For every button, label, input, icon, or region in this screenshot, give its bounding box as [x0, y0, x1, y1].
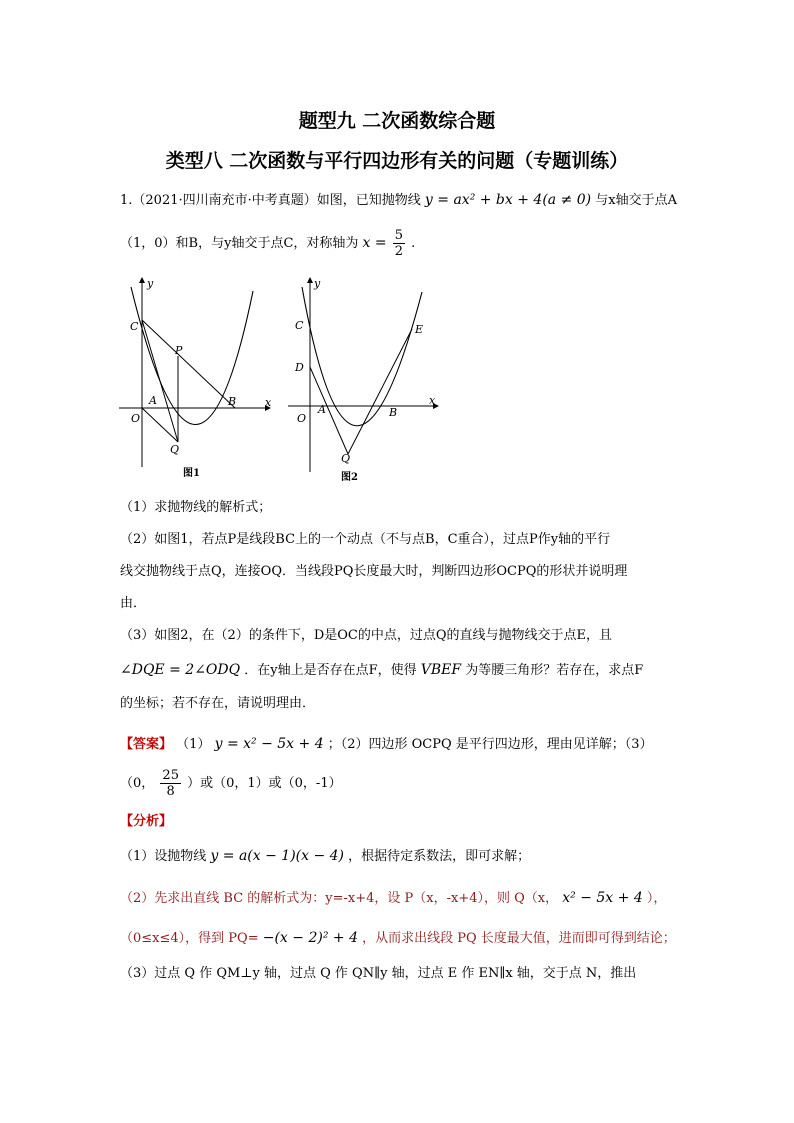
question-3-line-3: 的坐标；若不存在，请说明理由． [120, 696, 316, 711]
problem-intro-text-3: （1，0）和B，与y轴交于点C，对称轴为 [120, 236, 359, 251]
fig2-label-d: D [295, 361, 304, 374]
axis-variable: x = [362, 235, 387, 251]
fig1-label-o: O [131, 412, 141, 425]
question-3-line-2 [120, 660, 680, 681]
axis-fraction-numerator: 5 [394, 228, 404, 243]
analysis-2-text: （2）先求出直线 BC 的解析式为：y=-x+4，设 P（x，-x+4），则 Q（x， [120, 891, 559, 906]
parabola-equation: y = ax² + bx + 4(a ≠ 0) [424, 192, 592, 208]
fig2-label-x: x [429, 394, 436, 407]
problem-intro-text-2: 与x轴交于点A [595, 193, 678, 208]
fig2-label-a: A [318, 403, 326, 416]
analysis-3-text-2: ，从而求出线段 PQ 长度最大值，进而即可得到结论； [362, 931, 676, 946]
answer-fraction [160, 768, 181, 799]
problem-intro-text: 1.（2021·四川南充市·中考真题）如图，已知抛物线 [120, 193, 421, 208]
fig1-label-b: B [228, 395, 237, 408]
question-1: （1）求抛物线的解析式； [120, 500, 272, 515]
figure-1 [115, 272, 280, 487]
answer-fraction-denominator: 8 [166, 784, 175, 799]
fig2-label-o: O [297, 412, 307, 425]
answer-part-1-equation: y = x² − 5x + 4 [214, 736, 324, 752]
fig2-caption: 图2 [341, 472, 358, 483]
analysis-1-equation: y = a(x − 1)(x − 4) [210, 848, 345, 864]
problem-intro-text-4: . [411, 236, 416, 251]
answer-line-1 [120, 734, 680, 755]
fig2-label-c: C [295, 319, 304, 332]
question-3-line-1: （3）如图2，在（2）的条件下，D是OC的中点，过点Q的直线与抛物线交于点E，且 [120, 628, 612, 643]
fig1-label-x: x [265, 396, 272, 409]
angle-condition: ∠DQE = 2∠ODQ [120, 662, 241, 678]
analysis-2-text-2: ）， [646, 891, 667, 906]
fig2-label-y: y [314, 277, 321, 290]
analysis-line-4: （3）过点 Q 作 QM⊥y 轴，过点 Q 作 QN∥y 轴，过点 E 作 EN∥x 轴，交于点 N，推出 [120, 966, 637, 981]
analysis-line-1 [120, 846, 680, 867]
analysis-1-text: （1）设抛物线 [120, 849, 207, 864]
fig1-label-p: P [175, 344, 183, 357]
axis-fraction [393, 228, 405, 259]
page-subtitle: 类型八 二次函数与平行四边形有关的问题（专题训练） [165, 150, 629, 172]
analysis-3-text: （0≤x≤4），得到 PQ= [120, 931, 259, 946]
problem-line-1 [120, 190, 680, 211]
answer-tag: 【答案】 [120, 737, 173, 752]
answer-part-1-label: （1） [176, 737, 211, 752]
fig2-label-q: Q [341, 452, 351, 465]
fig2-segment-dq [310, 367, 348, 454]
fig1-caption: 图1 [183, 468, 200, 479]
analysis-line-2 [120, 888, 680, 909]
figure-2 [283, 272, 448, 487]
answer-line-2 [120, 768, 680, 799]
analysis-line-3 [120, 928, 680, 949]
question-3-text-2: 为等腰三角形？若存在，求点F [465, 663, 644, 678]
answer-part-3-a: （0， [120, 776, 155, 791]
fig2-label-b: B [389, 406, 398, 419]
answer-fraction-numerator: 25 [162, 768, 179, 783]
fig1-segment-cq [142, 320, 178, 442]
fig1-label-q: Q [170, 443, 180, 456]
analysis-2-equation: x² − 5x + 4 [562, 890, 643, 906]
analysis-1-text-2: ，根据待定系数法，即可求解； [348, 849, 531, 864]
question-2-line-2: 线交抛物线于点Q，连接OQ．当线段PQ长度最大时，判断四边形OCPQ的形状并说明理 [120, 564, 628, 579]
question-2-line-3: 由． [120, 596, 147, 611]
analysis-tag [120, 812, 680, 832]
problem-line-2 [120, 228, 680, 259]
question-3-text: ．在y轴上是否存在点F，使得 [244, 663, 417, 678]
triangle-symbol: VBEF [420, 662, 462, 678]
fig1-label-c: C [130, 320, 139, 333]
analysis-tag-label: 【分析】 [120, 814, 173, 829]
fig1-label-y: y [147, 277, 154, 290]
question-2-line-1: （2）如图1，若点P是线段BC上的一个动点（不与点B，C重合），过点P作y轴的平行 [120, 532, 611, 547]
fig2-segment-qe [348, 329, 412, 454]
page-title: 题型九 二次函数综合题 [298, 110, 496, 132]
fig1-label-a: A [149, 394, 157, 407]
answer-part-3-b: ）或（0，1）或（0，-1） [187, 776, 342, 791]
axis-fraction-denominator: 2 [394, 244, 404, 259]
answer-part-2: ；（2）四边形 OCPQ 是平行四边形，理由见详解；（3） [327, 737, 653, 752]
fig2-label-e: E [415, 323, 424, 336]
analysis-3-equation: −(x − 2)² + 4 [262, 930, 358, 946]
